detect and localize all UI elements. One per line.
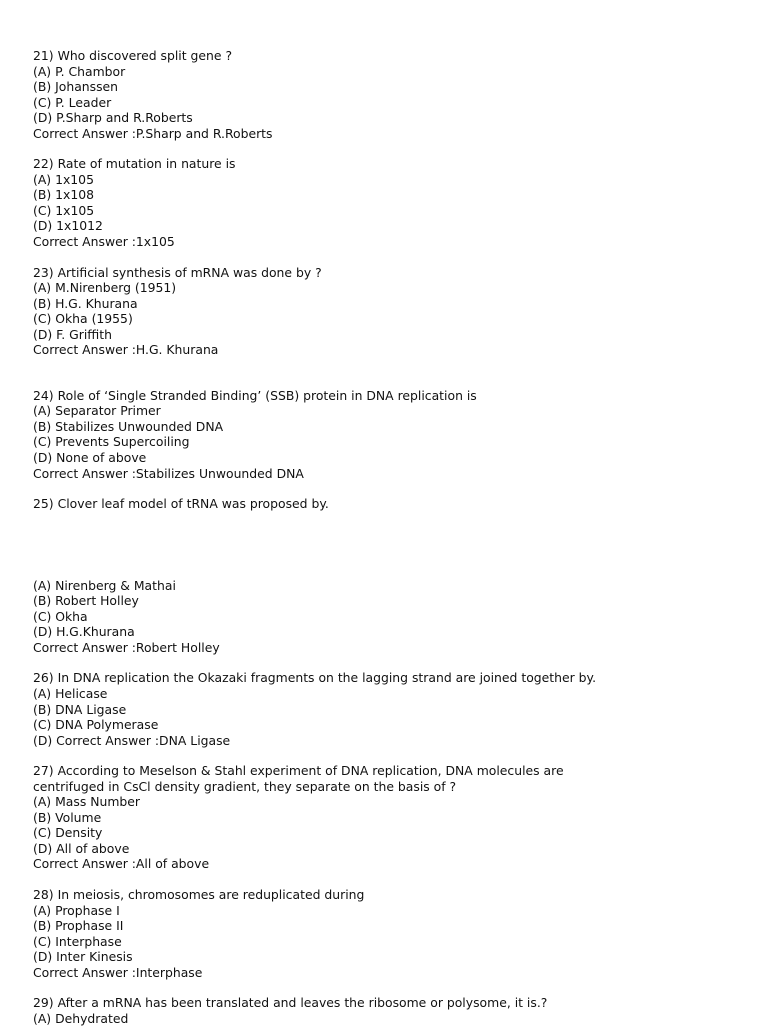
question-text: Artificial synthesis of mRNA was done by ?	[57, 264, 322, 280]
question-text: According to Meselson & Stahl experiment of DNA replication, DNA molecules are	[57, 763, 564, 779]
option: (C) Okha (1955)	[33, 311, 133, 327]
correct-answer: Correct Answer :Interphase	[33, 964, 203, 980]
question-text: Clover leaf model of tRNA was proposed by.	[57, 496, 329, 512]
question-block	[33, 265, 743, 358]
option: (D) P.Sharp and R.Roberts	[33, 110, 193, 126]
question-line	[33, 995, 743, 1011]
question-line	[33, 496, 743, 512]
option: (D) All of above	[33, 840, 130, 856]
option: (A) Mass Number	[33, 794, 140, 810]
correct-answer: Correct Answer :P.Sharp and R.Roberts	[33, 125, 273, 141]
question-line	[33, 670, 743, 686]
correct-answer: Correct Answer :All of above	[33, 856, 210, 872]
question-line	[33, 265, 743, 281]
option: (B) Johanssen	[33, 79, 119, 95]
question-line	[33, 887, 743, 903]
option: (A) Helicase	[33, 685, 108, 701]
option: (B) 1x108	[33, 187, 94, 203]
correct-answer: Correct Answer :Robert Holley	[33, 639, 220, 655]
option: (A) Dehydrated	[33, 1010, 129, 1026]
option: (B) Stabilizes Unwounded DNA	[33, 418, 224, 434]
option: (D) Inter Kinesis	[33, 949, 133, 965]
option: (C) P. Leader	[33, 94, 112, 110]
option: (A) M.Nirenberg (1951)	[33, 280, 177, 296]
question-line	[33, 388, 743, 404]
option: (A) 1x105	[33, 171, 94, 187]
correct-answer: Correct Answer :1x105	[33, 234, 175, 250]
question-number: 27)	[33, 763, 54, 779]
question-block	[33, 670, 743, 748]
option: (A) Nirenberg & Mathai	[33, 577, 176, 593]
question-document	[33, 48, 743, 1026]
question-text: In meiosis, chromosomes are reduplicated during	[57, 886, 365, 902]
question-text: In DNA replication the Okazaki fragments on the lagging strand are joined together by.	[57, 670, 597, 686]
correct-answer: Correct Answer :Stabilizes Unwounded DNA	[33, 465, 304, 481]
question-text-continued: centrifuged in CsCl density gradient, they separate on the basis of ?	[33, 778, 457, 794]
option: (A) Separator Primer	[33, 403, 161, 419]
question-number: 23)	[33, 264, 54, 280]
question-line	[33, 48, 743, 64]
question-number: 26)	[33, 670, 54, 686]
question-block	[33, 763, 743, 872]
question-text: Role of ‘Single Stranded Binding’ (SSB) protein in DNA replication is	[57, 387, 477, 403]
option: (D) 1x1012	[33, 218, 103, 234]
question-number: 21)	[33, 48, 54, 63]
question-number: 28)	[33, 886, 54, 902]
option: (D) F. Griffith	[33, 326, 112, 342]
question-number: 24)	[33, 387, 54, 403]
question-block	[33, 496, 743, 655]
option: (C) Density	[33, 825, 103, 841]
option: (C) DNA Polymerase	[33, 717, 159, 733]
correct-answer: Correct Answer :H.G. Khurana	[33, 342, 219, 358]
option: (D) Correct Answer :DNA Ligase	[33, 732, 231, 748]
option: (B) DNA Ligase	[33, 701, 127, 717]
option: (D) H.G.Khurana	[33, 624, 135, 640]
question-line	[33, 156, 743, 172]
option: (B) Robert Holley	[33, 593, 139, 609]
question-block	[33, 388, 743, 481]
question-text: Who discovered split gene ?	[57, 48, 233, 63]
question-block	[33, 995, 743, 1026]
question-block	[33, 156, 743, 249]
option: (C) 1x105	[33, 202, 95, 218]
question-line	[33, 763, 743, 779]
option: (B) Prophase II	[33, 918, 124, 934]
question-number: 29)	[33, 995, 54, 1011]
option: (C) Interphase	[33, 933, 122, 949]
option: (A) Prophase I	[33, 902, 120, 918]
question-text: After a mRNA has been translated and leaves the ribosome or polysome, it is.?	[57, 995, 548, 1011]
option: (B) Volume	[33, 809, 102, 825]
option: (D) None of above	[33, 450, 147, 466]
question-text: Rate of mutation in nature is	[57, 156, 236, 172]
question-block	[33, 48, 743, 141]
option: (A) P. Chambor	[33, 63, 126, 79]
question-number: 22)	[33, 156, 54, 172]
option: (B) H.G. Khurana	[33, 295, 138, 311]
option: (C) Prevents Supercoiling	[33, 434, 190, 450]
question-block	[33, 887, 743, 980]
question-number: 25)	[33, 496, 54, 512]
option: (C) Okha	[33, 608, 88, 624]
